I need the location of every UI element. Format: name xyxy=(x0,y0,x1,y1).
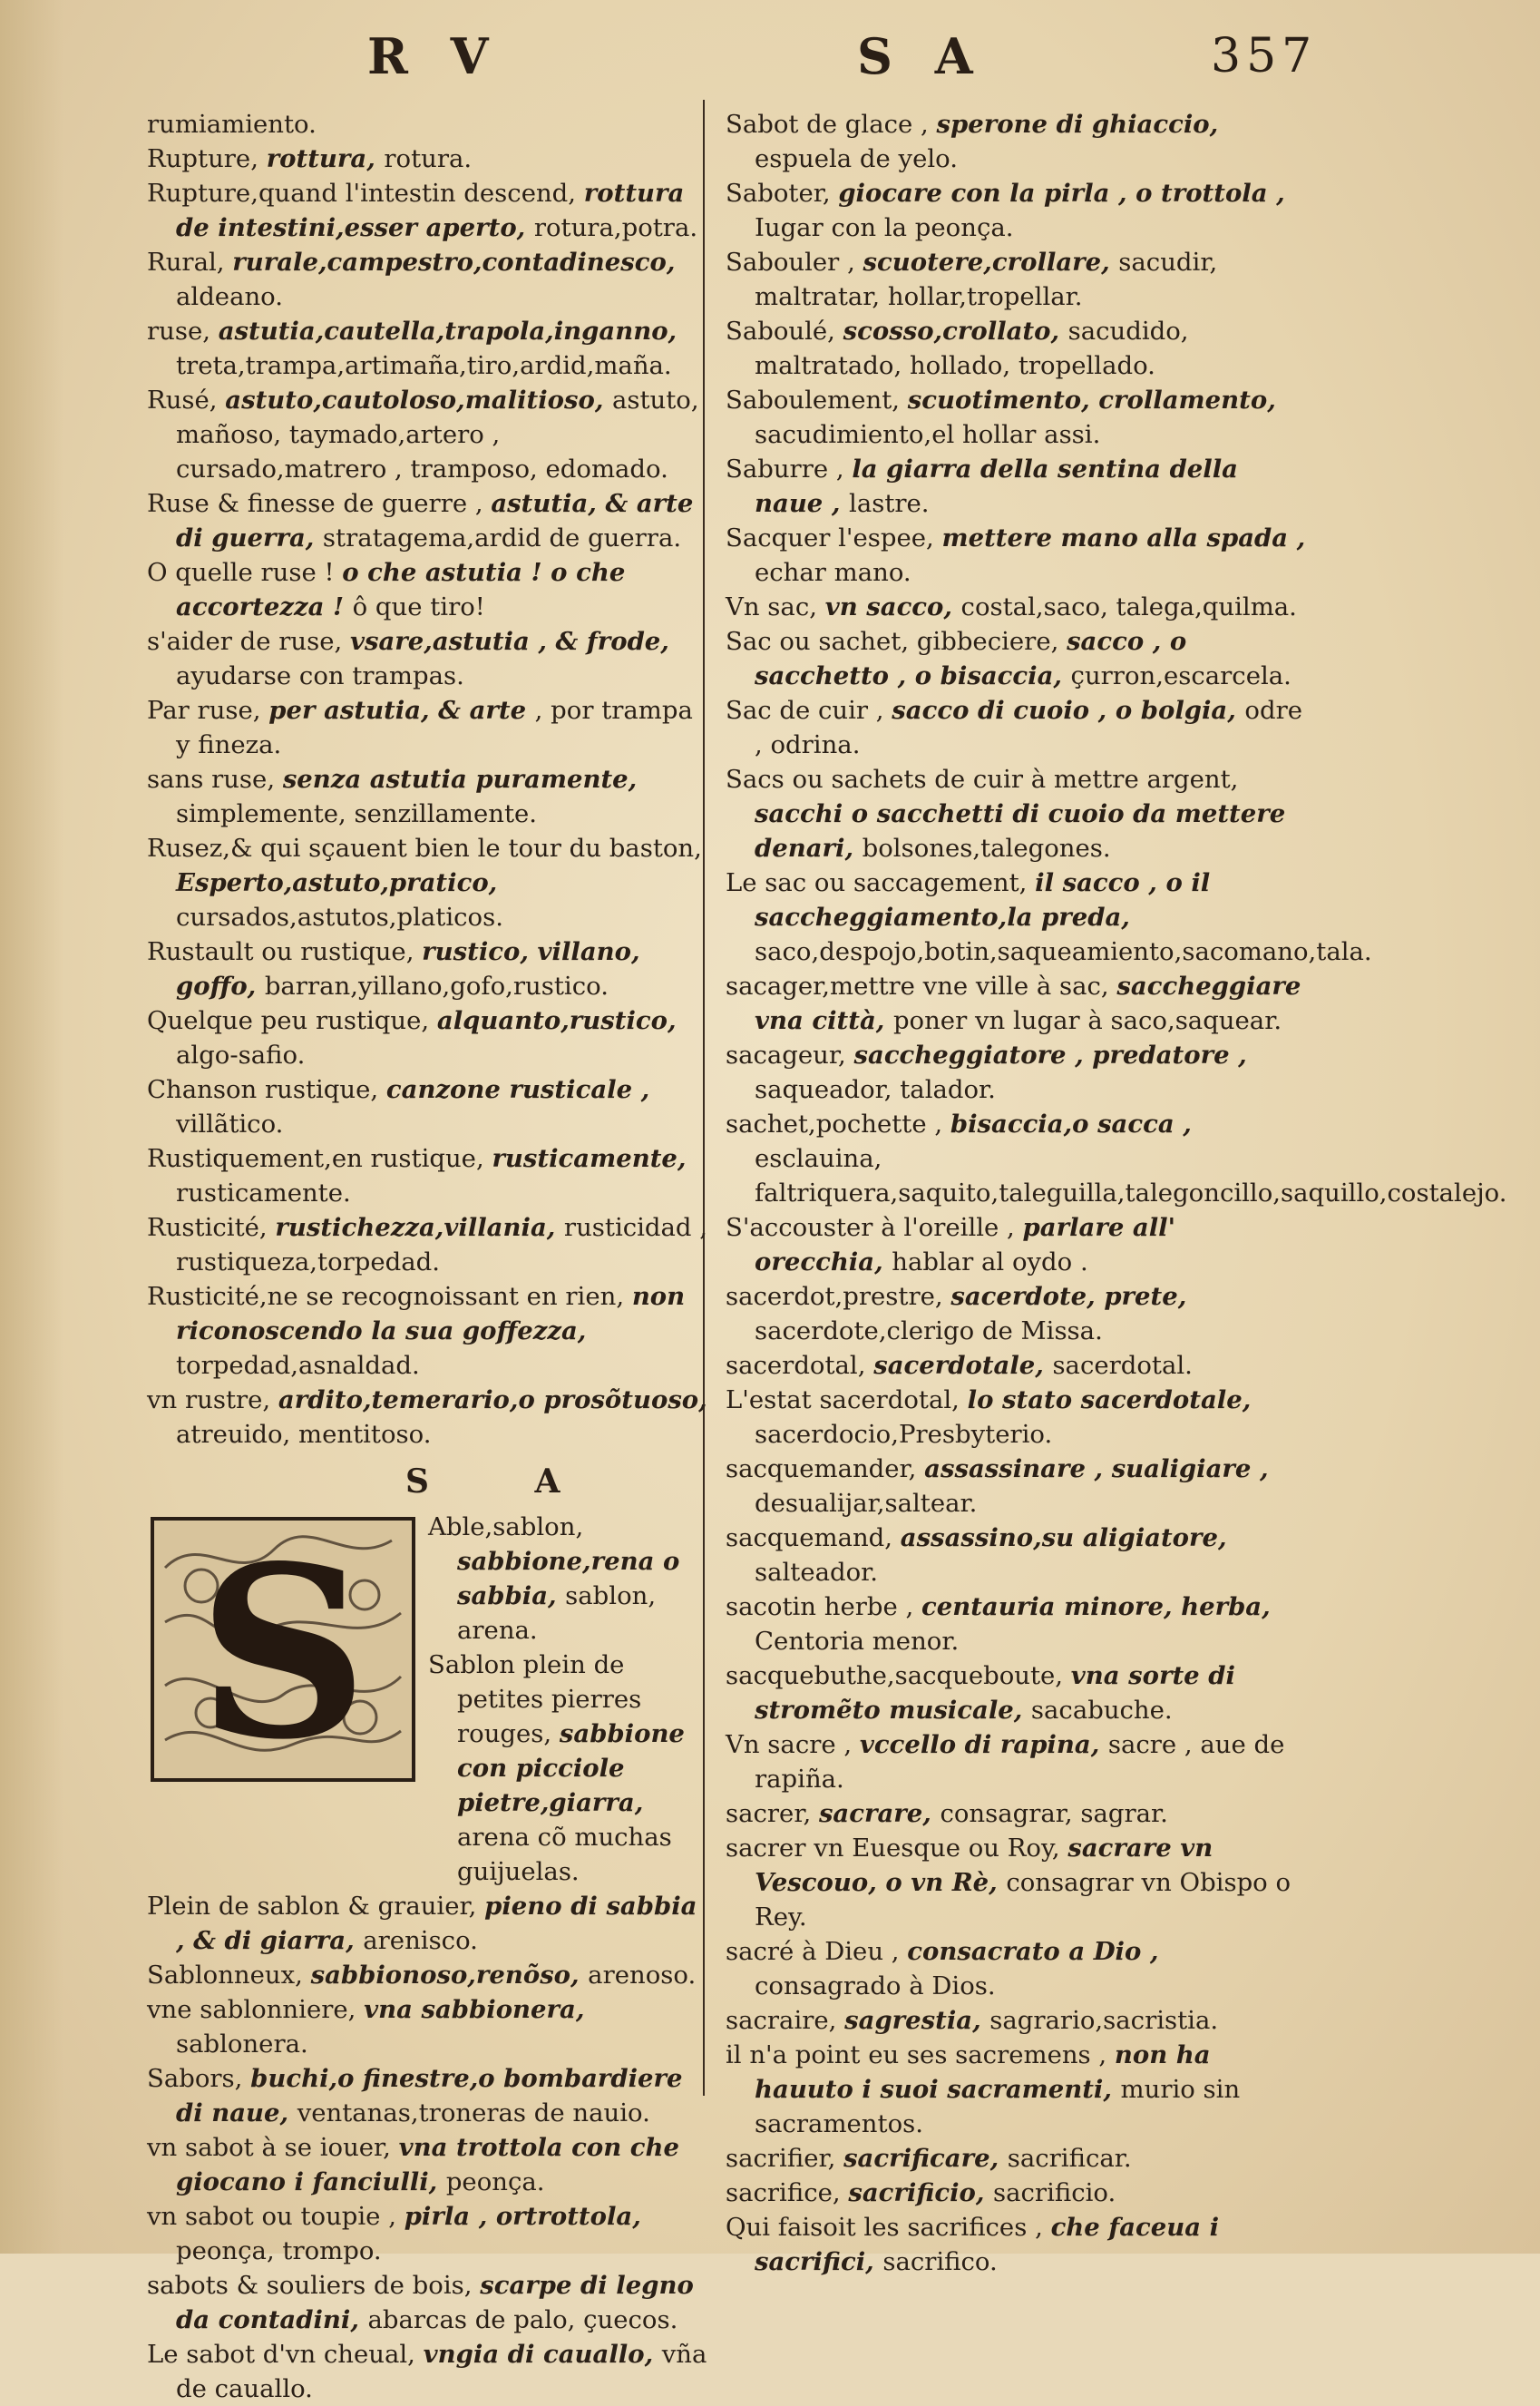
dictionary-entry xyxy=(147,934,709,1003)
entry-headword: Rural, xyxy=(147,248,233,277)
entry-spanish: ayudarse con trampas. xyxy=(176,661,464,690)
dictionary-entry xyxy=(726,1038,1306,1107)
entry-spanish: rotura,potra. xyxy=(533,213,698,242)
entry-headword: ruse, xyxy=(147,317,219,346)
entry-spanish: sacudimiento,el hollar assi. xyxy=(755,420,1101,449)
entry-italian: rottura, xyxy=(266,144,385,173)
entry-headword: Sac ou sachet, gibbeciere, xyxy=(726,627,1067,656)
entry-headword: Rusticité,ne se recognoissant en rien, xyxy=(147,1282,632,1311)
entry-spanish: consagrar vn Obispo o Rey. xyxy=(755,1868,1291,1932)
dictionary-entry xyxy=(147,624,709,693)
entry-spanish: cursados,astutos,platicos. xyxy=(176,903,503,932)
entry-italian: che faceua i sacrifici, xyxy=(755,2213,1220,2276)
running-head-center: S A xyxy=(857,27,986,85)
entry-spanish: sacerdote,clerigo de Missa. xyxy=(755,1316,1103,1345)
entry-italian: vsare,astutia , & frode, xyxy=(349,627,669,656)
entry-headword: Rupture, xyxy=(147,144,267,173)
dictionary-entry xyxy=(726,1348,1306,1383)
running-head-left: R V xyxy=(367,27,502,85)
entry-spanish: arena cõ muchas guijuelas. xyxy=(457,1823,672,1886)
dictionary-entry xyxy=(147,1889,709,1958)
entry-spanish: sagrario,sacristia. xyxy=(989,2006,1219,2035)
entry-spanish: sacerdocio,Presbyterio. xyxy=(755,1420,1053,1449)
entry-headword: Sacquer l'espee, xyxy=(726,523,942,553)
dictionary-entry xyxy=(726,521,1306,590)
entry-headword: Le sabot d'vn cheual, xyxy=(147,2340,424,2369)
entry-italian: sperone di ghiaccio, xyxy=(936,110,1219,139)
entry-spanish: peonça. xyxy=(445,2167,545,2196)
dictionary-entry xyxy=(147,2337,709,2406)
entry-italian: scarpe di legno da contadini, xyxy=(176,2271,694,2334)
entry-headword: Sabot de glace , xyxy=(726,110,937,139)
entry-italian: il sacco , o il saccheggiamento,la preda, xyxy=(755,868,1211,932)
dictionary-entry xyxy=(726,1279,1306,1348)
entry-italian: sacrare vn Vescouo, o vn Rè, xyxy=(755,1834,1213,1897)
dictionary-entry xyxy=(726,590,1306,624)
entry-spanish: çurron,escarcela. xyxy=(1070,661,1291,690)
entry-spanish: aldeano. xyxy=(176,282,283,311)
entry-italian: scuotere,crollare, xyxy=(863,248,1119,277)
entry-italian: alquanto,rustico, xyxy=(436,1006,677,1035)
entry-italian: vccello di rapina, xyxy=(859,1730,1108,1759)
entry-spanish: sacabuche. xyxy=(1030,1696,1173,1725)
entry-italian: bisaccia,o sacca , xyxy=(950,1110,1192,1139)
right-entries xyxy=(726,107,1507,2279)
dictionary-entry xyxy=(147,2268,709,2337)
entry-headword: L'estat sacerdotal, xyxy=(726,1385,968,1414)
entry-italian: scosso,crollato, xyxy=(843,317,1068,346)
entry-italian: mettere mano alla spada , xyxy=(941,523,1306,553)
entry-spanish: astuto, mañoso, taymado,artero , cursado,matrero , tramposo, edomado. xyxy=(176,386,699,484)
entry-spanish: peonça, trompo. xyxy=(176,2236,382,2265)
entry-italian: rusticamente, xyxy=(492,1144,687,1173)
dictionary-entry xyxy=(147,762,709,831)
dropcap-entries xyxy=(428,1510,709,1889)
dictionary-entry xyxy=(726,1727,1306,1796)
entry-headword: vn sabot à se iouer, xyxy=(147,2133,399,2162)
entry-italian: astutia,cautella,trapola,inganno, xyxy=(218,317,677,346)
entry-spanish: esclauina, faltriquera,saquito,taleguilla,talegoncillo,saquillo,costalejo. xyxy=(755,1144,1507,1208)
dictionary-entry xyxy=(726,624,1306,693)
left-entries-after xyxy=(147,1889,709,2406)
entry-italian: canzone rusticale , xyxy=(385,1075,650,1104)
entry-headword: Rusé, xyxy=(147,386,226,415)
entry-spanish: rotura. xyxy=(384,144,473,173)
dictionary-entry xyxy=(147,107,709,142)
entry-italian: centauria minore, herba, xyxy=(921,1592,1271,1621)
entry-italian: per astutia, & arte xyxy=(268,696,535,725)
dictionary-entry xyxy=(726,1934,1306,2003)
dictionary-entry xyxy=(147,831,709,934)
entry-spanish: abarcas de palo, çuecos. xyxy=(367,2305,678,2334)
entry-italian: assassino,su aligiatore, xyxy=(900,1523,1227,1552)
entry-italian: sabbione,rena o sabbia, xyxy=(457,1547,680,1610)
entry-italian: sacrificare, xyxy=(843,2144,1008,2173)
entry-italian: saccheggiatore , predatore , xyxy=(853,1041,1247,1070)
entry-spanish: consagrado à Dios. xyxy=(755,1971,996,2000)
entry-italian: la giarra della sentina della naue , xyxy=(755,455,1239,518)
dictionary-entry xyxy=(726,1452,1306,1521)
entry-headword: Sablon plein de petites pierres rouges, xyxy=(428,1650,642,1748)
dictionary-entry xyxy=(147,2061,709,2130)
entry-headword: sacraire, xyxy=(726,2006,845,2035)
right-column xyxy=(726,107,1507,2279)
entry-headword: Vn sacre , xyxy=(726,1730,860,1759)
entry-headword: sacotin herbe , xyxy=(726,1592,921,1621)
dictionary-entry xyxy=(726,1831,1306,1934)
entry-italian: sabbione con picciole pietre,giarra, xyxy=(457,1719,685,1817)
entry-headword: sacrifice, xyxy=(726,2178,849,2207)
entry-italian: saccheggiare vna città, xyxy=(755,972,1301,1035)
dictionary-entry xyxy=(147,555,709,624)
entry-spanish: , por trampa y fineza. xyxy=(176,696,693,759)
entry-spanish: consagrar, sagrar. xyxy=(940,1799,1168,1828)
entry-spanish: odre , odrina. xyxy=(755,696,1302,759)
entry-spanish: sablon, arena. xyxy=(457,1581,657,1645)
dropcap-letter: S xyxy=(198,1515,368,1792)
entry-italian: ardito,temerario,o prosõtuoso, xyxy=(278,1385,707,1414)
entry-headword: Able,sablon, xyxy=(428,1512,584,1541)
entry-italian: astuto,cautoloso,malitioso, xyxy=(225,386,612,415)
entry-italian: sacco di cuoio , o bolgia, xyxy=(892,696,1245,725)
entry-spanish: ventanas,troneras de nauio. xyxy=(297,2098,650,2127)
entry-italian: sabbionoso,renõso, xyxy=(310,1961,589,1990)
dictionary-entry xyxy=(726,107,1306,176)
dictionary-entry xyxy=(726,314,1306,383)
entry-italian: senza astutia puramente, xyxy=(282,765,638,794)
entry-headword: O quelle ruse ! xyxy=(147,558,343,587)
entry-italian: lo stato sacerdotale, xyxy=(967,1385,1252,1414)
entry-italian: buchi,o finestre,o bombardiere di naue, xyxy=(176,2064,683,2127)
entry-spanish: sacrificio. xyxy=(993,2178,1116,2207)
entry-italian: sagrestia, xyxy=(844,2006,990,2035)
entry-spanish: echar mano. xyxy=(755,558,911,587)
entry-italian: o che astutia ! o che accortezza ! xyxy=(176,558,626,621)
entry-spanish: arenoso. xyxy=(588,1961,697,1990)
dictionary-entry xyxy=(726,452,1306,521)
dictionary-entry xyxy=(147,486,709,555)
dictionary-entry xyxy=(726,866,1372,969)
entry-italian: astutia, & arte di guerra, xyxy=(176,489,694,553)
entry-spanish: desualijar,saltear. xyxy=(755,1489,978,1518)
dictionary-entry xyxy=(726,1107,1507,1210)
dictionary-entry xyxy=(726,1383,1306,1452)
dictionary-entry xyxy=(726,1796,1306,1831)
entry-spanish: barran,yillano,gofo,rustico. xyxy=(264,972,609,1001)
entry-headword: sacrifier, xyxy=(726,2144,844,2173)
dictionary-entry xyxy=(726,176,1306,245)
entry-headword: Vn sac, xyxy=(726,592,825,621)
dictionary-entry xyxy=(147,1958,709,1992)
entry-headword: Ruse & finesse de guerre , xyxy=(147,489,492,518)
dictionary-entry xyxy=(147,1383,709,1452)
dictionary-entry xyxy=(726,762,1306,866)
entry-spanish: treta,trampa,artimaña,tiro,ardid,maña. xyxy=(176,351,672,380)
entry-headword: Rupture,quand l'intestin descend, xyxy=(147,179,584,208)
dictionary-entry xyxy=(726,2210,1306,2279)
entry-spanish: bolsones,talegones. xyxy=(862,834,1111,863)
entry-headword: Sabouler , xyxy=(726,248,863,277)
dictionary-entry xyxy=(726,693,1306,762)
entry-spanish: algo-safio. xyxy=(176,1041,306,1070)
dropcap-block xyxy=(147,1510,709,1889)
entry-headword: Par ruse, xyxy=(147,696,269,725)
entry-spanish: espuela de yelo. xyxy=(755,144,958,173)
entry-spanish: atreuido, mentitoso. xyxy=(176,1420,432,1449)
dictionary-entry xyxy=(428,1510,709,1648)
dictionary-entry xyxy=(147,142,709,176)
entry-headword: sacquemand, xyxy=(726,1523,901,1552)
entry-headword: Rustault ou rustique, xyxy=(147,937,423,966)
entry-headword: sacager,mettre vne ville à sac, xyxy=(726,972,1117,1001)
entry-italian: rottura de intestini,esser aperto, xyxy=(176,179,685,242)
dictionary-entry xyxy=(726,2176,1306,2210)
dictionary-entry xyxy=(147,1072,709,1141)
entry-italian: sacco , o sacchetto , o bisaccia, xyxy=(755,627,1187,690)
entry-italian: sacerdotale, xyxy=(873,1351,1053,1380)
dictionary-entry xyxy=(726,2038,1306,2141)
entry-italian: non riconoscendo la sua goffezza, xyxy=(176,1282,686,1345)
entry-italian: rustichezza,villania, xyxy=(275,1213,564,1242)
entry-spanish: ô que tiro! xyxy=(352,592,485,621)
page-number: 357 xyxy=(1211,29,1318,83)
entry-italian: assassinare , sualigiare , xyxy=(924,1454,1269,1483)
entry-italian: rurale,campestro,contadinesco, xyxy=(232,248,676,277)
entry-headword: Rusticité, xyxy=(147,1213,276,1242)
dictionary-entry xyxy=(726,969,1306,1038)
entry-headword: Saboulé, xyxy=(726,317,843,346)
entry-italian: consacrato a Dio , xyxy=(907,1937,1159,1966)
entry-spanish: hablar al oydo . xyxy=(892,1247,1088,1276)
entry-italian: pieno di sabbia , & di giarra, xyxy=(176,1892,697,1955)
entry-spanish: sacrifico. xyxy=(882,2247,998,2276)
dictionary-entry xyxy=(428,1648,709,1889)
dictionary-entry xyxy=(726,2141,1306,2176)
entry-spanish: poner vn lugar à saco,saquear. xyxy=(892,1006,1282,1035)
entry-spanish: Centoria menor. xyxy=(755,1627,960,1656)
entry-headword: Le sac ou saccagement, xyxy=(726,868,1036,897)
entry-italian: scuotimento, crollamento, xyxy=(907,386,1276,415)
dictionary-entry xyxy=(147,1992,709,2061)
dictionary-entry xyxy=(147,1210,709,1279)
entry-spanish: sacudido, maltratado, hollado, tropellado. xyxy=(755,317,1189,380)
dictionary-entry xyxy=(147,176,709,245)
entry-headword: sacquemander, xyxy=(726,1454,925,1483)
entry-headword: s'aider de ruse, xyxy=(147,627,350,656)
dictionary-entry xyxy=(147,2130,709,2199)
entry-spanish: Iugar con la peonça. xyxy=(755,213,1014,242)
dictionary-entry xyxy=(147,314,709,383)
entry-italian: sacrare, xyxy=(818,1799,941,1828)
dictionary-entry xyxy=(147,1279,709,1383)
entry-headword: Rustiquement,en rustique, xyxy=(147,1144,492,1173)
entry-headword: Sac de cuir , xyxy=(726,696,892,725)
entry-headword: Sacs ou sachets de cuir à mettre argent, xyxy=(726,765,1239,794)
dictionary-entry xyxy=(147,1141,709,1210)
entry-headword: Sabors, xyxy=(147,2064,251,2093)
gutter-shadow xyxy=(0,0,63,2254)
entry-spanish: vña de cauallo. xyxy=(176,2340,707,2403)
entry-spanish: murio sin sacramentos. xyxy=(755,2075,1241,2138)
entry-spanish: stratagema,ardid de guerra. xyxy=(322,523,682,553)
entry-italian: vna sorte di stromẽto musicale, xyxy=(755,1661,1235,1725)
entry-headword: sacerdotal, xyxy=(726,1351,874,1380)
entry-headword: Saboter, xyxy=(726,179,839,208)
entry-italian: vna sabbionera, xyxy=(364,1995,585,2024)
entry-spanish: lastre. xyxy=(849,489,930,518)
entry-headword: Chanson rustique, xyxy=(147,1075,386,1104)
entry-headword: sacquebuthe,sacqueboute, xyxy=(726,1661,1071,1690)
entry-italian: sacchi o sacchetti di cuoio da mettere denari, xyxy=(755,799,1286,863)
entry-spanish: sacre , aue de rapiña. xyxy=(755,1730,1285,1794)
entry-spanish: sacrificar. xyxy=(1007,2144,1132,2173)
entry-spanish: sacerdotal. xyxy=(1052,1351,1193,1380)
entry-headword: sachet,pochette , xyxy=(726,1110,950,1139)
entry-spanish: costal,saco, talega,quilma. xyxy=(960,592,1297,621)
entry-headword: rumiamiento. xyxy=(147,110,317,139)
entry-spanish: saco,despojo,botin,saqueamiento,sacomano,tala. xyxy=(755,937,1372,966)
entry-italian: pirla , ortrottola, xyxy=(404,2202,641,2231)
entry-headword: vn rustre, xyxy=(147,1385,278,1414)
entry-italian: sacerdote, prete, xyxy=(950,1282,1187,1311)
entry-headword: vn sabot ou toupie , xyxy=(147,2202,404,2231)
entry-spanish: salteador. xyxy=(755,1558,879,1587)
entry-italian: rustico, villano, goffo, xyxy=(176,937,640,1001)
entry-italian: giocare con la pirla , o trottola , xyxy=(838,179,1285,208)
dictionary-entry xyxy=(147,1003,709,1072)
ornamental-initial-s xyxy=(147,1513,419,1792)
entry-headword: sabots & souliers de bois, xyxy=(147,2271,481,2300)
dictionary-entry xyxy=(726,1658,1306,1727)
dictionary-entry xyxy=(147,2199,709,2268)
entry-headword: sacerdot,prestre, xyxy=(726,1282,951,1311)
entry-spanish: villãtico. xyxy=(176,1110,284,1139)
entry-italian: vna trottola con che giocano i fanciulli, xyxy=(176,2133,680,2196)
entry-headword: Plein de sablon & grauier, xyxy=(147,1892,485,1921)
entry-spanish: sacudir, maltratar, hollar,tropellar. xyxy=(755,248,1218,311)
entry-spanish: rusticidad , rustiqueza,torpedad. xyxy=(176,1213,708,1276)
entry-headword: vne sablonniere, xyxy=(147,1995,365,2024)
entry-headword: sacré à Dieu , xyxy=(726,1937,908,1966)
entry-italian: sacrificio, xyxy=(848,2178,994,2207)
entry-headword: Qui faisoit les sacrifices , xyxy=(726,2213,1051,2242)
entry-headword: sacrer vn Euesque ou Roy, xyxy=(726,1834,1068,1863)
entry-headword: sans ruse, xyxy=(147,765,283,794)
dictionary-entry xyxy=(147,693,709,762)
left-entries xyxy=(147,107,709,1452)
entry-italian: parlare all' orecchia, xyxy=(755,1213,1176,1276)
entry-headword: sacrer, xyxy=(726,1799,819,1828)
entry-headword: Saburre , xyxy=(726,455,853,484)
entry-spanish: rusticamente. xyxy=(176,1179,351,1208)
entry-headword: il n'a point eu ses sacremens , xyxy=(726,2040,1115,2069)
entry-spanish: sablonera. xyxy=(176,2029,308,2059)
section-heading: S A xyxy=(405,1462,608,1501)
entry-headword: S'accouster à l'oreille , xyxy=(726,1213,1023,1242)
dictionary-entry xyxy=(726,2003,1306,2038)
entry-headword: sacageur, xyxy=(726,1041,854,1070)
dictionary-entry xyxy=(147,383,709,486)
entry-italian: vn sacco, xyxy=(824,592,961,621)
dictionary-entry xyxy=(726,1210,1306,1279)
left-column xyxy=(147,107,709,2406)
entry-italian: vngia di cauallo, xyxy=(423,2340,662,2369)
entry-spanish: simplemente, senzillamente. xyxy=(176,799,538,828)
entry-italian: Esperto,astuto,pratico, xyxy=(176,868,498,897)
entry-spanish: saqueador, talador. xyxy=(755,1075,996,1104)
dictionary-entry xyxy=(726,1589,1306,1658)
entry-spanish: torpedad,asnaldad. xyxy=(176,1351,420,1380)
entry-italian: non ha hauuto i suoi sacramenti, xyxy=(755,2040,1211,2104)
dictionary-entry xyxy=(726,245,1306,314)
dictionary-entry xyxy=(726,1521,1306,1589)
entry-headword: Sablonneux, xyxy=(147,1961,311,1990)
entry-spanish: arenisco. xyxy=(363,1926,478,1955)
dictionary-entry xyxy=(147,245,709,314)
entry-headword: Saboulement, xyxy=(726,386,908,415)
entry-headword: Rusez,& qui sçauent bien le tour du baston, xyxy=(147,834,702,863)
dictionary-entry xyxy=(726,383,1306,452)
entry-headword: Quelque peu rustique, xyxy=(147,1006,437,1035)
